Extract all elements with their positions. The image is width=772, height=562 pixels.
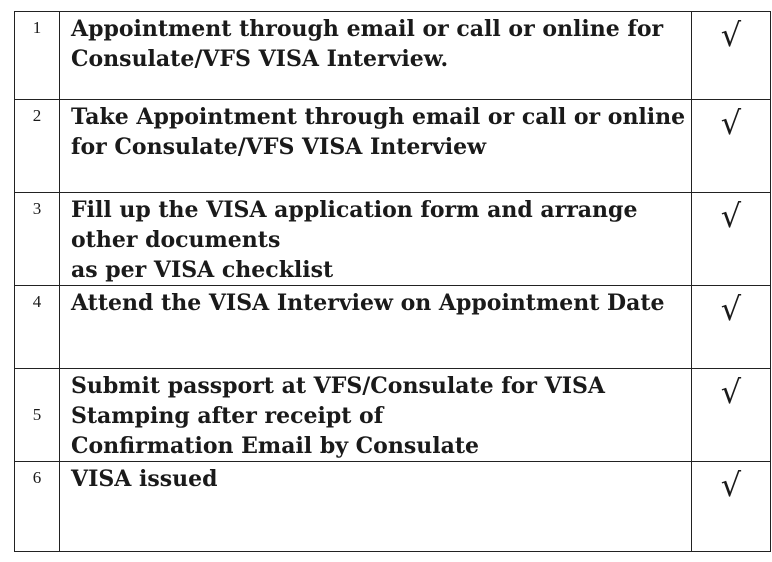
step-description xyxy=(60,193,692,286)
table-row xyxy=(15,369,771,462)
step-text-line: as per VISA checklist xyxy=(71,257,334,283)
visa-steps-table xyxy=(14,11,771,552)
check-mark-icon: √ xyxy=(692,193,771,286)
step-description xyxy=(60,286,692,369)
check-mark-icon: √ xyxy=(692,462,771,552)
step-description xyxy=(60,369,692,462)
step-description xyxy=(60,100,692,193)
step-text-line: Attend the VISA Interview on Appointment Date xyxy=(71,290,665,316)
step-number: 1 xyxy=(15,12,60,100)
step-text-line: Confirmation Email by Consulate xyxy=(71,433,479,459)
table-row xyxy=(15,193,771,286)
check-mark-icon: √ xyxy=(692,369,771,462)
step-text-line: Fill up the VISA application form and arrange xyxy=(71,197,638,223)
table-row xyxy=(15,462,771,552)
step-number: 4 xyxy=(15,286,60,369)
table-row xyxy=(15,286,771,369)
table-row xyxy=(15,100,771,193)
step-text-line: other documents xyxy=(71,227,281,253)
step-text-line: VISA issued xyxy=(71,466,218,492)
step-number: 5 xyxy=(15,369,60,462)
step-text-line: Take Appointment through email or call or online xyxy=(71,104,686,130)
step-text-line: Submit passport at VFS/Consulate for VISA xyxy=(71,373,605,399)
step-description xyxy=(60,12,692,100)
step-text-line: Consulate/VFS VISA Interview. xyxy=(71,46,449,72)
step-text-line: Appointment through email or call or online for xyxy=(71,16,664,42)
step-number: 2 xyxy=(15,100,60,193)
step-text-line: Stamping after receipt of xyxy=(71,403,384,429)
check-mark-icon: √ xyxy=(692,12,771,100)
check-mark-icon: √ xyxy=(692,286,771,369)
step-description xyxy=(60,462,692,552)
table-row xyxy=(15,12,771,100)
step-text-line: for Consulate/VFS VISA Interview xyxy=(71,134,487,160)
step-number: 3 xyxy=(15,193,60,286)
check-mark-icon: √ xyxy=(692,100,771,193)
step-number: 6 xyxy=(15,462,60,552)
